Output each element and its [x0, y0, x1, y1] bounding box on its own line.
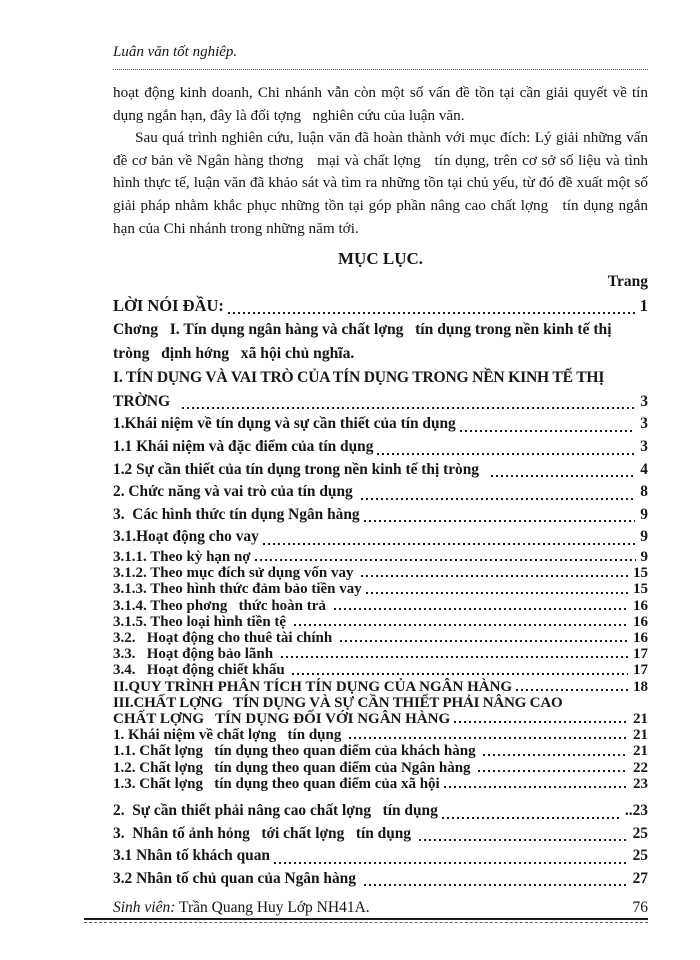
toc-entry	[113, 646, 648, 662]
toc-entry-title: 3.1 Nhân tố khách quan	[113, 847, 270, 865]
toc-entry	[113, 436, 648, 459]
toc-leader-dots	[442, 817, 620, 819]
toc-entry-title: 3.1.3. Theo hình thức đảm bảo tiền vay	[113, 581, 362, 598]
toc-entry	[113, 459, 648, 482]
toc-entry-title: 1.2 Sự cần thiết của tín dụng trong nền kinh tế thị tròng	[113, 460, 487, 478]
toc-page-number: 4	[640, 460, 648, 478]
toc-entry-title: 3.4. Hoạt động chiết khấu	[113, 662, 289, 679]
intro-paragraph-2: Sau quá trình nghiên cứu, luận văn đã hoàn thành với mục đích: Lý giải những vấn đề cơ bản về Ngân hàng thơng mại và chất lợng tín dụng, trên cơ sở số liệu và tình hình thực tế, luận văn đã khảo sát và tìm ra những tồn tại chủ yếu, từ đó đề xuất một số giải pháp nhằm khắc phục những tồn tại góp phần nâng cao chất lợng tín dụng ngắn hạn của Chi nhánh trong những năm tới.	[113, 129, 648, 237]
toc-leader-dots	[454, 721, 628, 723]
toc-entry	[113, 800, 648, 823]
toc-entry	[113, 727, 648, 743]
toc-entry-title: 3.1.5. Theo loại hình tiền tệ	[113, 613, 290, 630]
toc-page-number: 15	[633, 581, 648, 598]
toc-entry-title: 2. Sự cần thiết phải nâng cao chất lợng tín dụng	[113, 801, 438, 819]
toc-entry	[113, 630, 648, 646]
toc-entry-title: 3.2 Nhân tố chủ quan của Ngân hàng	[113, 869, 360, 887]
toc-entry-title: 3.1.4. Theo phơng thức hoàn trả	[113, 597, 330, 614]
toc-leader-dots	[340, 640, 628, 642]
toc-entry-title: tròng định hớng xã hội chủ nghĩa.	[113, 344, 355, 362]
toc-page-number: 21	[633, 727, 648, 744]
toc-entry-title: 1.1 Khái niệm và đặc điểm của tín dụng	[113, 437, 374, 455]
toc-entry-title: 1. Khái niệm về chất lợng tín dụng	[113, 727, 346, 744]
toc-page-number: 21	[633, 710, 648, 727]
toc-entry-title: 3.1.1. Theo kỳ hạn nợ	[113, 548, 251, 565]
toc-heading: MỤC LỤC.	[338, 249, 423, 269]
toc-page-number: 15	[633, 565, 648, 582]
toc-entry-title: 3. Các hình thức tín dụng Ngân hàng	[113, 505, 360, 523]
toc-page-number: 16	[633, 613, 648, 630]
toc-leader-dots	[292, 673, 628, 675]
footer-student-name: Trần Quang Huy Lớp NH41A.	[179, 899, 370, 916]
toc-entry	[113, 760, 648, 776]
toc-page-number: 9	[640, 505, 648, 523]
toc-page-number: 16	[633, 597, 648, 614]
toc-entry	[113, 679, 648, 695]
toc-entry-title: CHẤT LỢNG TÍN DỤNG ĐỐI VỚI NGÂN HÀNG	[113, 710, 451, 727]
toc-entry	[113, 743, 648, 759]
footer-line	[84, 899, 648, 917]
toc-entry-title: 1.1. Chất lợng tín dụng theo quan điểm của khách hàng	[113, 743, 480, 760]
toc-entry	[113, 823, 648, 846]
toc-leader-dots	[483, 754, 628, 756]
toc-entry-title: LỜI NÓI ĐẦU:	[113, 296, 224, 316]
page-footer	[84, 899, 648, 923]
toc-page-number: 17	[633, 646, 648, 663]
toc-leader-dots	[460, 430, 636, 432]
toc-entry-first-line: III.CHẤT LỢNG TÍN DỤNG VÀ SỰ CẦN THIẾT PHẢI NÂNG CAO	[113, 694, 563, 711]
toc-entry-title: 3.2. Hoạt động cho thuê tài chính	[113, 629, 336, 646]
toc-entry	[113, 318, 648, 366]
toc-leader-dots	[349, 737, 628, 739]
running-header	[113, 44, 648, 70]
toc-page-number: 16	[633, 629, 648, 646]
toc-leader-dots	[364, 520, 636, 522]
footer-rule-dashed	[84, 922, 648, 923]
toc-page-number: ..23	[624, 801, 648, 819]
toc-page-number: 18	[633, 678, 648, 695]
footer-student-label: Sinh viên:	[113, 899, 176, 916]
toc-entry	[113, 481, 648, 504]
toc-entry	[113, 598, 648, 614]
toc-leader-dots	[516, 689, 628, 691]
toc-entry	[113, 549, 648, 565]
toc-entry-title: 3.3. Hoạt động bảo lãnh	[113, 646, 277, 663]
toc-leader-dots	[281, 656, 628, 658]
toc-leader-dots	[366, 592, 628, 594]
toc-leader-dots	[364, 884, 628, 886]
toc-entry-title: TRỜNG	[113, 392, 178, 410]
page-content	[113, 44, 648, 890]
toc-entry-title: 3.1.Hoạt động cho vay	[113, 528, 259, 546]
toc-list	[113, 294, 648, 890]
toc-page-number: 8	[640, 483, 648, 501]
toc-entry	[113, 294, 648, 318]
toc-page-number: 3	[640, 415, 648, 433]
toc-entry-first-line: Chơng I. Tín dụng ngân hàng và chất lợng tín dụng trong nền kinh tế thị	[113, 321, 612, 339]
toc-leader-dots	[361, 575, 628, 577]
toc-leader-dots	[377, 453, 635, 455]
toc-leader-dots	[255, 559, 636, 561]
toc-leader-dots	[419, 839, 628, 841]
toc-entry-first-line: I. TÍN DỤNG VÀ VAI TRÒ CỦA TÍN DỤNG TRONG NỀN KINH TẾ THỊ	[113, 368, 605, 386]
toc-leader-dots	[274, 862, 628, 864]
toc-leader-dots	[361, 498, 636, 500]
toc-page-number: 25	[632, 847, 648, 865]
toc-leader-dots	[182, 407, 635, 409]
toc-entry	[113, 413, 648, 436]
toc-page-number: 25	[632, 824, 648, 842]
toc-page-number: 3	[640, 437, 648, 455]
toc-page-number: 9	[640, 548, 648, 565]
toc-page-number: 22	[633, 759, 648, 776]
toc-leader-dots	[334, 608, 628, 610]
toc-leader-dots	[478, 770, 628, 772]
toc-leader-dots	[491, 475, 636, 477]
toc-entry-title: II.QUY TRÌNH PHÂN TÍCH TÍN DỤNG CỦA NGÂN HÀNG	[113, 678, 513, 695]
toc-entry-title: 2. Chức năng và vai trò của tín dụng	[113, 483, 357, 501]
toc-entry	[113, 695, 648, 727]
intro-section	[113, 82, 648, 240]
toc-page-column-label: Trang	[607, 273, 648, 291]
toc-entry	[113, 581, 648, 597]
toc-entry-title: 1.3. Chất lợng tín dụng theo quan điểm của xã hội	[113, 775, 440, 792]
running-header-title: Luân văn tốt nghiêp.	[113, 44, 238, 60]
toc-entry-title: 1.2. Chất lợng tín dụng theo quan điểm của Ngân hàng	[113, 759, 475, 776]
toc-entry-title: 3. Nhân tố ảnh hỏng tới chất lợng tín dụng	[113, 824, 415, 842]
toc-entry	[113, 776, 648, 792]
toc-page-number: 27	[632, 869, 648, 887]
toc-page-number: 17	[633, 662, 648, 679]
toc-entry	[113, 614, 648, 630]
toc-entry	[113, 504, 648, 527]
footer-page-number: 76	[632, 899, 648, 916]
toc-entry	[113, 526, 648, 549]
toc-entry	[113, 366, 648, 414]
toc-page-number: 3	[640, 392, 648, 410]
toc-page-number: 23	[633, 775, 648, 792]
toc-entry	[113, 565, 648, 581]
toc-page-number: 9	[640, 528, 648, 546]
toc-leader-dots	[263, 543, 635, 545]
toc-page-number: 1	[639, 296, 648, 316]
toc-leader-dots	[444, 786, 628, 788]
footer-student	[113, 899, 370, 917]
toc-entry	[113, 845, 648, 868]
toc-leader-dots	[228, 312, 635, 314]
toc-entry-title: 1.Khái niệm về tín dụng và sự cần thiết của tín dụng	[113, 415, 456, 433]
footer-rule-solid	[84, 918, 648, 920]
toc-entry-title: 3.1.2. Theo mục đích sử dụng vốn vay	[113, 565, 358, 582]
toc-entry	[113, 662, 648, 678]
toc-page-number: 21	[633, 743, 648, 760]
intro-paragraph-1: hoạt động kinh doanh, Chi nhánh vẫn còn một số vấn đề tồn tại cần giải quyết về tín dụng ngắn hạn, đây là đối tợng nghiên cứu của luận văn.	[113, 84, 648, 124]
toc-leader-dots	[294, 624, 628, 626]
toc-entry	[113, 868, 648, 891]
